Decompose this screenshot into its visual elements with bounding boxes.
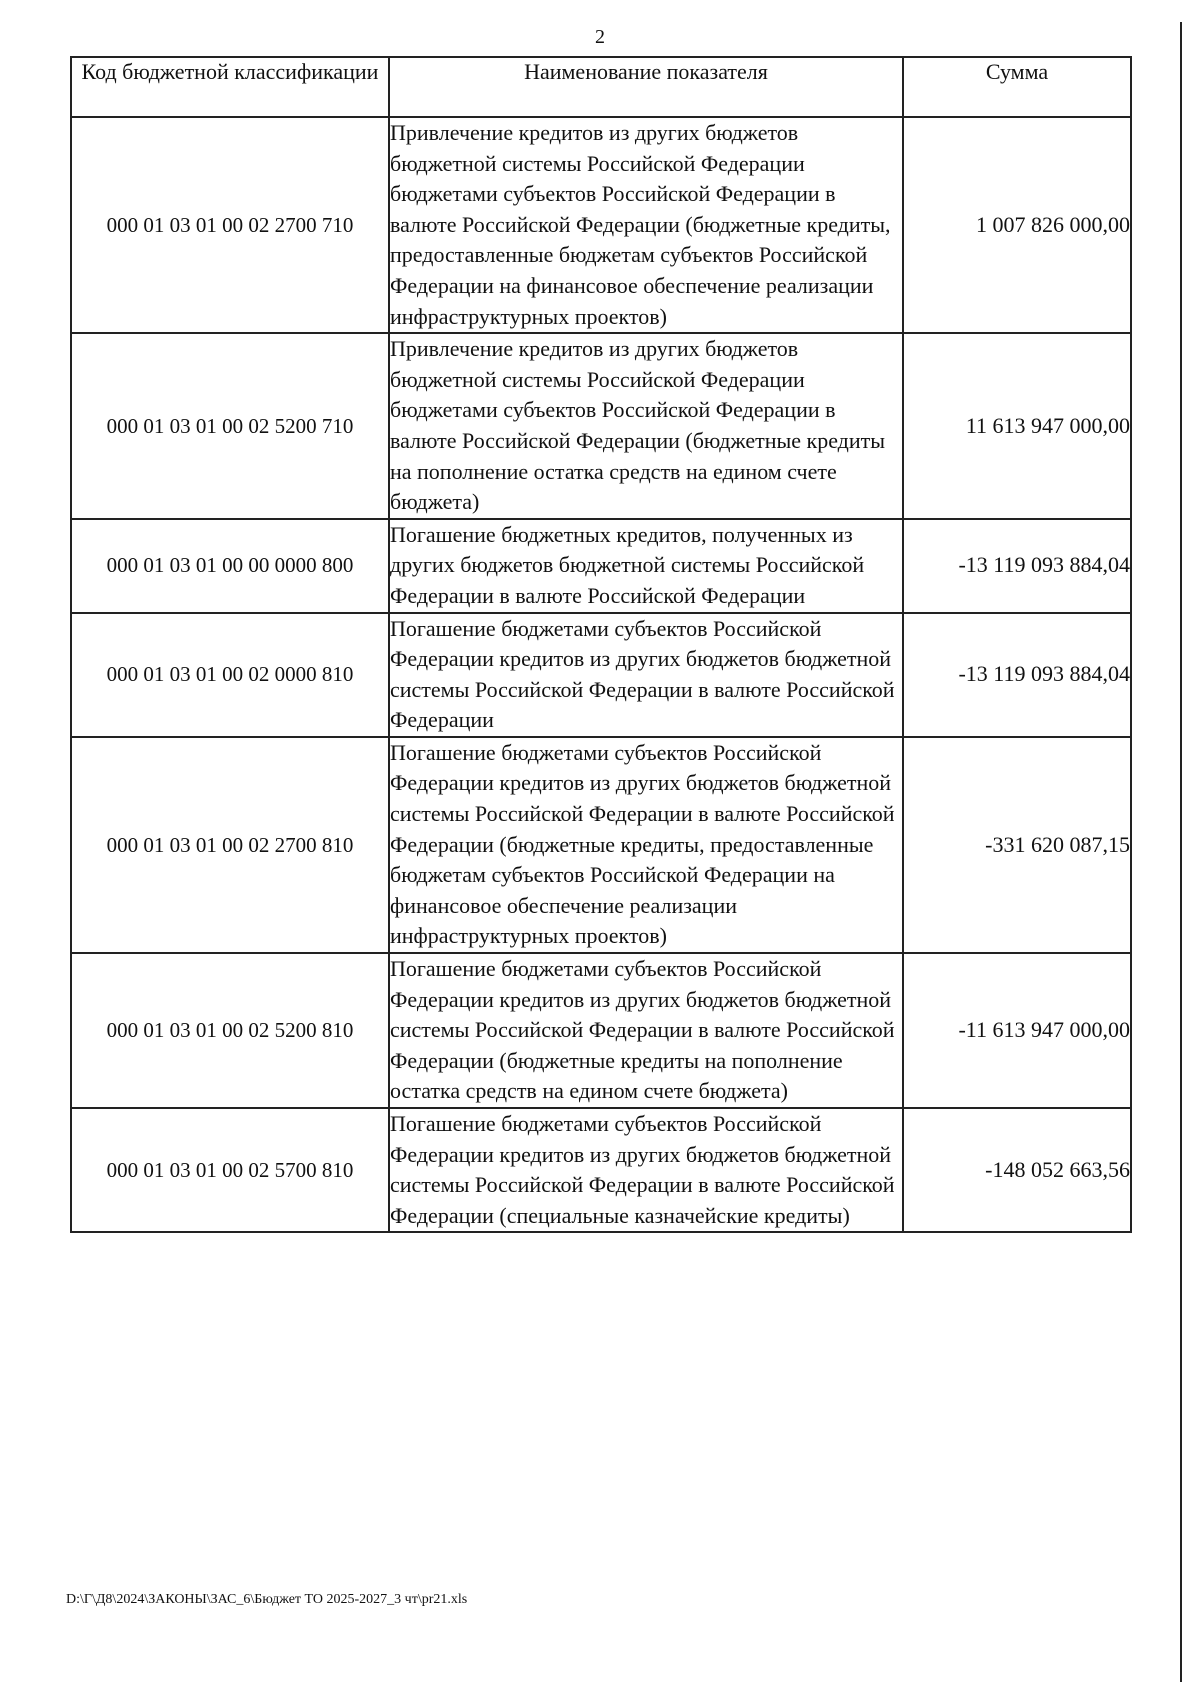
header-code: Код бюджетной классификации [71,57,389,117]
table-row [71,117,1131,333]
table-row [71,953,1131,1108]
row-name: Погашение бюджетами субъектов Российской Федерации кредитов из других бюджетов бюджетной системы Российской Федерации в валюте Российской Федерации (бюджетные кредиты на пополнение остатка средств на едином счете бюджета) [389,953,903,1108]
page-number: 2 [595,26,605,48]
header-sum: Сумма [903,57,1131,117]
budget-sources-table [70,56,1132,1233]
row-name: Погашение бюджетами субъектов Российской Федерации кредитов из других бюджетов бюджетной системы Российской Федерации в валюте Российской Федерации (бюджетные кредиты, предоставленные бюджетам субъектов Российской Федерации на финансовое обеспечение реализации инфраструктурных проектов) [389,737,903,953]
table-row [71,333,1131,519]
table-row [71,1108,1131,1232]
table-header-row [71,57,1131,117]
row-name: Погашение бюджетных кредитов, полученных из других бюджетов бюджетной системы Российской Федерации в валюте Российской Федерации [389,519,903,613]
row-sum: -11 613 947 000,00 [903,953,1131,1108]
row-code: 000 01 03 01 00 02 2700 810 [71,737,389,953]
row-code: 000 01 03 01 00 00 0000 800 [71,519,389,613]
header-name: Наименование показателя [389,57,903,117]
row-sum: 1 007 826 000,00 [903,117,1131,333]
row-name: Привлечение кредитов из других бюджетов бюджетной системы Российской Федерации бюджетами субъектов Российской Федерации в валюте Российской Федерации (бюджетные кредиты на пополнение остатка средств на едином счете бюджета) [389,333,903,519]
footer-file-path: D:\Г\Д8\2024\ЗАКОНЫ\ЗАС_6\Бюджет ТО 2025-2027_3 чт\pr21.xls [66,1592,468,1607]
page-edge-rule [1180,22,1182,1682]
table-row [71,613,1131,737]
row-code: 000 01 03 01 00 02 2700 710 [71,117,389,333]
row-code: 000 01 03 01 00 02 0000 810 [71,613,389,737]
row-sum: 11 613 947 000,00 [903,333,1131,519]
row-sum: -331 620 087,15 [903,737,1131,953]
row-sum: -13 119 093 884,04 [903,519,1131,613]
table-row [71,519,1131,613]
row-sum: -13 119 093 884,04 [903,613,1131,737]
row-name: Погашение бюджетами субъектов Российской Федерации кредитов из других бюджетов бюджетной системы Российской Федерации в валюте Российской Федерации (специальные казначейские кредиты) [389,1108,903,1232]
table-row [71,737,1131,953]
row-name: Привлечение кредитов из других бюджетов бюджетной системы Российской Федерации бюджетами субъектов Российской Федерации в валюте Российской Федерации (бюджетные кредиты, предоставленные бюджетам субъектов Российской Федерации на финансовое обеспечение реализации инфраструктурных проектов) [389,117,903,333]
row-sum: -148 052 663,56 [903,1108,1131,1232]
row-name: Погашение бюджетами субъектов Российской Федерации кредитов из других бюджетов бюджетной системы Российской Федерации в валюте Российской Федерации [389,613,903,737]
row-code: 000 01 03 01 00 02 5200 810 [71,953,389,1108]
row-code: 000 01 03 01 00 02 5700 810 [71,1108,389,1232]
row-code: 000 01 03 01 00 02 5200 710 [71,333,389,519]
